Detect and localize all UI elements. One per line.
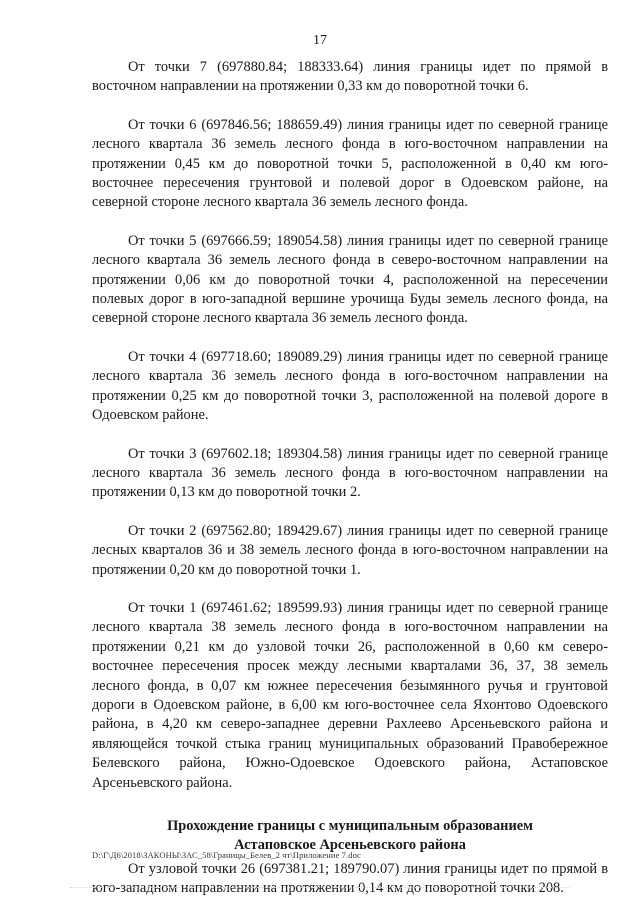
paragraph-point-7: От точки 7 (697880.84; 188333.64) линия границы идет по прямой в восточном направлении на протяжении 0,33 км до поворотной точки 6. <box>92 59 608 95</box>
paragraph-point-5: От точки 5 (697666.59; 189054.58) линия границы идет по северной границе лесного квартала 36 земель лесного фонда в северо-восточном направлении на протяжении 0,06 км до поворотной точки 4, расположенной на пересечении полевых дорог в юго-западной вершине урочища Буды земель лесного фонда, на северной стороне лесного квартала 36 земель лесного фонда. <box>92 232 608 327</box>
paragraph-point-4: От точки 4 (697718.60; 189089.29) линия границы идет по северной границе лесного квартала 36 земель лесного фонда в юго-восточном направлении на протяжении 0,25 км до поворотной точки 3, расположенной на полевой дороге в Одоевском районе. <box>92 348 608 424</box>
scan-edge-divider <box>70 887 570 888</box>
paragraph-point-1: От точки 1 (697461.62; 189599.93) линия границы идет по северной границе лесного квартала 38 земель лесного фонда в юго-восточном направлении на протяжении 0,21 км до узловой точки 26, расположенной в 0,60 км северо-восточнее пересечения просек между лесными кварталами 36, 37, 38 земель лесного фонда, в 0,07 км южнее пересечения безымянного ручья и грунтовой дороги в Одоевском районе, в 6,00 км юго-восточнее села Яхонтово Одоевского района, в 4,20 км северо-западнее деревни Рахлеево Арсеньевского района и являющейся точкой стыка границ муниципальных образований Правобережное Белевского района, Южно-Одоевское Одоевского района, Астаповское Арсеньевского района. <box>92 599 608 791</box>
page-number: 17 <box>313 33 327 48</box>
paragraph-node-26: От узловой точки 26 (697381.21; 189790.07) линия границы идет по прямой в юго-западном направлении на протяжении 0,14 км до поворотной точки 208. <box>92 860 608 897</box>
document-body <box>92 58 608 918</box>
paragraph-point-2: От точки 2 (697562.80; 189429.67) линия границы идет по северной границе лесных кварталов 36 и 38 земель лесного фонда в юго-восточном направлении на протяжении 0,20 км до поворотной точки 1. <box>92 522 608 578</box>
footer-file-path: D:\Г\Д6\2018\ЗАКОНЫ\ЗАС_58\Границы_Белев_2 чт\Приложение 7.doc <box>92 850 361 860</box>
paragraph-point-6: От точки 6 (697846.56; 188659.49) линия границы идет по северной границе лесного квартала 36 земель лесного фонда в юго-восточном направлении на протяжении 0,45 км до поворотной точки 5, расположенной в 0,40 км юго-восточнее пересечения грунтовой и полевой дорог в Одоевском районе, на северной стороне лесного квартала 36 земель лесного фонда. <box>92 116 608 211</box>
section-heading-line-2: Астаповское Арсеньевского района <box>234 837 466 854</box>
paragraph-point-3: От точки 3 (697602.18; 189304.58) линия границы идет по северной границе лесного квартала 36 земель лесного фонда в юго-восточном направлении на протяжении 0,13 км до поворотной точки 2. <box>92 445 608 501</box>
section-heading-line-1: Прохождение границы с муниципальным образованием <box>167 818 533 834</box>
